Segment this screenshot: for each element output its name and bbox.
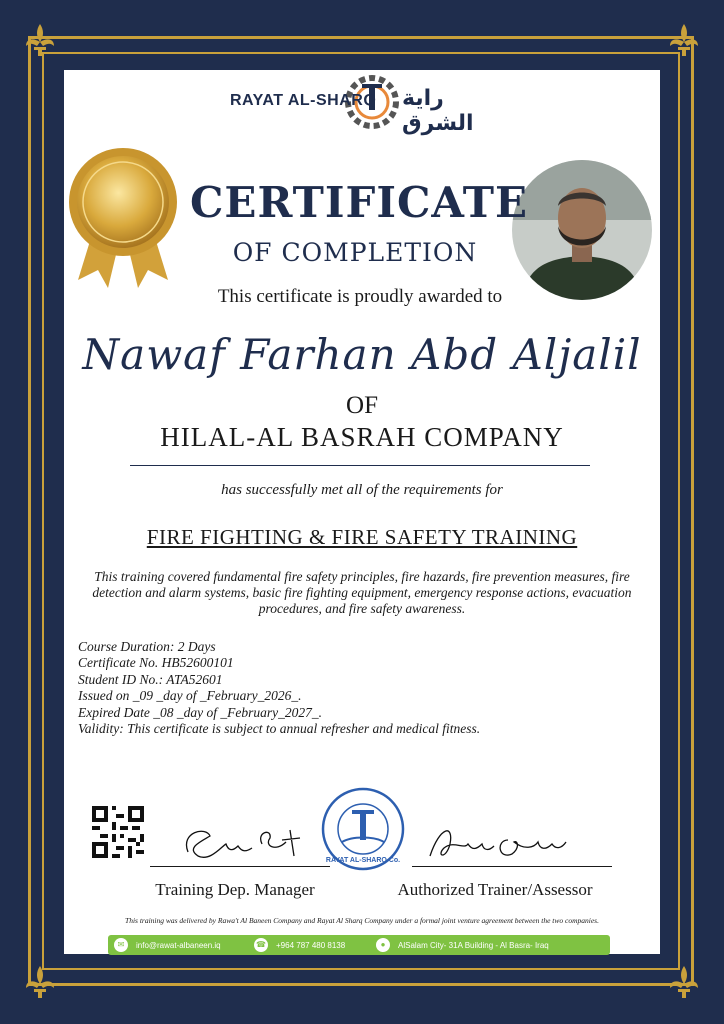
logo-name-english: RAYAT AL-SHARQ [230,92,377,109]
recipient-photo [512,160,652,300]
contact-address [376,937,549,953]
recipient-company: HILAL-AL BASRAH COMPANY [160,422,564,452]
certificate-details [78,639,598,737]
certificate-number: Certificate No. HB52600101 [78,655,234,671]
gold-medal-icon [64,138,182,288]
student-id: Student ID No.: ATA52601 [78,671,223,687]
right-signature [420,820,570,868]
fleur-de-lis-icon [20,20,60,60]
fleur-de-lis-icon [664,20,704,60]
requirements-text: has successfully met all of the requirements for [221,482,503,498]
right-signer-role: Authorized Trainer/Assessor [397,880,593,899]
left-signature [170,822,310,866]
signature-line [150,866,330,867]
divider [130,465,590,466]
contact-email[interactable] [114,937,221,953]
validity-note: Validity: This certificate is subject to annual refresher and medical fitness. [78,721,481,737]
location-icon: ● [376,938,390,952]
fleur-de-lis-icon [20,962,60,1002]
contact-phone[interactable] [254,937,345,953]
address-text: AlSalam City- 31A Building - Al Basra- Iraq [398,940,549,950]
left-signer-role: Training Dep. Manager [155,880,315,899]
certificate-title: CERTIFICATE [190,178,528,227]
expiry-date: Expired Date _08 _day of _February_2027_. [78,704,322,720]
qr-code-icon[interactable] [92,806,144,858]
right-signature-text: Ahmed Gomaa [420,820,428,821]
of-label: OF [346,392,378,419]
course-description: This training covered fundamental fire safety principles, fire hazards, fire prevention measures, fire detection and alarm systems, basic fire fighting equipment, emergency response actions, evacuation procedures, and fire safety awareness. [92,569,632,616]
certificate-subtitle: OF COMPLETION [232,238,478,267]
recipient-name: Nawaf Farhan Abd Aljalil [82,330,642,379]
issue-date: Issued on _09 _day of _February_2026_. [78,688,302,704]
joint-venture-note: This training was delivered by Rawa't Al Baneen Company and Rayat Al Sharq Company under a formal joint venture agreement between the two companies. [125,916,599,925]
company-seal [320,786,406,872]
contact-bar [108,935,610,955]
email-icon: ✉ [114,938,128,952]
company-logo [222,68,502,136]
signature-line [412,866,612,867]
fleur-de-lis-icon [664,962,704,1002]
left-signature-text: Emad Seif [170,822,176,823]
course-duration: Course Duration: 2 Days [78,639,216,654]
phone-icon: ☎ [254,938,268,952]
logo-name-arabic: راية الشرق [402,86,474,136]
email-text: info@rawat-albaneen.iq [136,940,221,950]
awarded-text: This certificate is proudly awarded to [217,286,503,307]
course-title: FIRE FIGHTING & FIRE SAFETY TRAINING [146,525,578,549]
seal-text: RAYAT AL-SHARQ Co. [325,857,401,864]
phone-text: +964 787 480 8138 [276,940,346,950]
